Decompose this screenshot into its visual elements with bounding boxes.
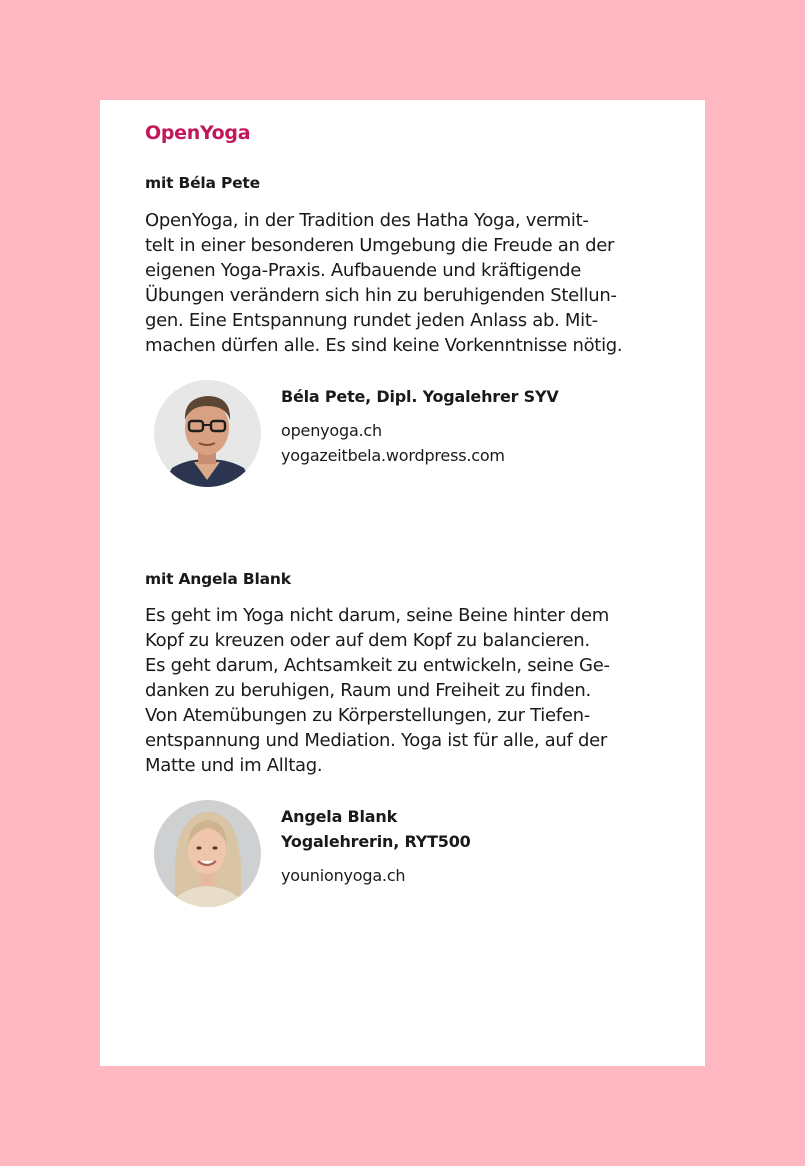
instructor-name: Angela Blank: [281, 807, 398, 826]
website-link[interactable]: younionyoga.ch: [281, 866, 406, 885]
avatar-angela: [154, 800, 261, 907]
brand-title: OpenYoga: [145, 122, 251, 144]
description-bela: [145, 208, 665, 358]
paragraph-line: Von Atemübungen zu Körperstellungen, zur Tiefen-: [145, 705, 590, 726]
paragraph-line: Es geht darum, Achtsamkeit zu entwickeln, seine Ge-: [145, 655, 610, 676]
section-heading-angela: mit Angela Blank: [145, 570, 291, 588]
paragraph-line: danken zu beruhigen, Raum und Freiheit zu finden.: [145, 680, 591, 701]
website-link[interactable]: openyoga.ch: [281, 421, 382, 440]
flyer-card: [100, 100, 705, 1066]
portrait-man-icon: [154, 380, 261, 487]
paragraph-line: Übungen verändern sich hin zu beruhigenden Stellun-: [145, 285, 617, 306]
portrait-woman-icon: [154, 800, 261, 907]
paragraph-line: eigenen Yoga-Praxis. Aufbauende und kräftigende: [145, 260, 582, 281]
paragraph-line: Kopf zu kreuzen oder auf dem Kopf zu balancieren.: [145, 630, 590, 651]
description-angela: [145, 603, 665, 778]
website-link[interactable]: yogazeitbela.wordpress.com: [281, 446, 505, 465]
contact-bela: [281, 384, 559, 468]
paragraph-line: Matte und im Alltag.: [145, 755, 323, 776]
paragraph-line: telt in einer besonderen Umgebung die Freude an der: [145, 235, 615, 256]
paragraph-line: Es geht im Yoga nicht darum, seine Beine hinter dem: [145, 605, 610, 626]
paragraph-line: machen dürfen alle. Es sind keine Vorkenntnisse nötig.: [145, 335, 623, 356]
instructor-title: Yogalehrerin, RYT500: [281, 832, 471, 851]
paragraph-line: gen. Eine Entspannung rundet jeden Anlass ab. Mit-: [145, 310, 598, 331]
paragraph-line: entspannung und Mediation. Yoga ist für alle, auf der: [145, 730, 607, 751]
paragraph-line: OpenYoga, in der Tradition des Hatha Yoga, vermit-: [145, 210, 589, 231]
avatar-bela: [154, 380, 261, 487]
contact-angela: [281, 804, 471, 888]
section-heading-bela: mit Béla Pete: [145, 174, 260, 192]
instructor-name: Béla Pete, Dipl. Yogalehrer SYV: [281, 387, 559, 406]
